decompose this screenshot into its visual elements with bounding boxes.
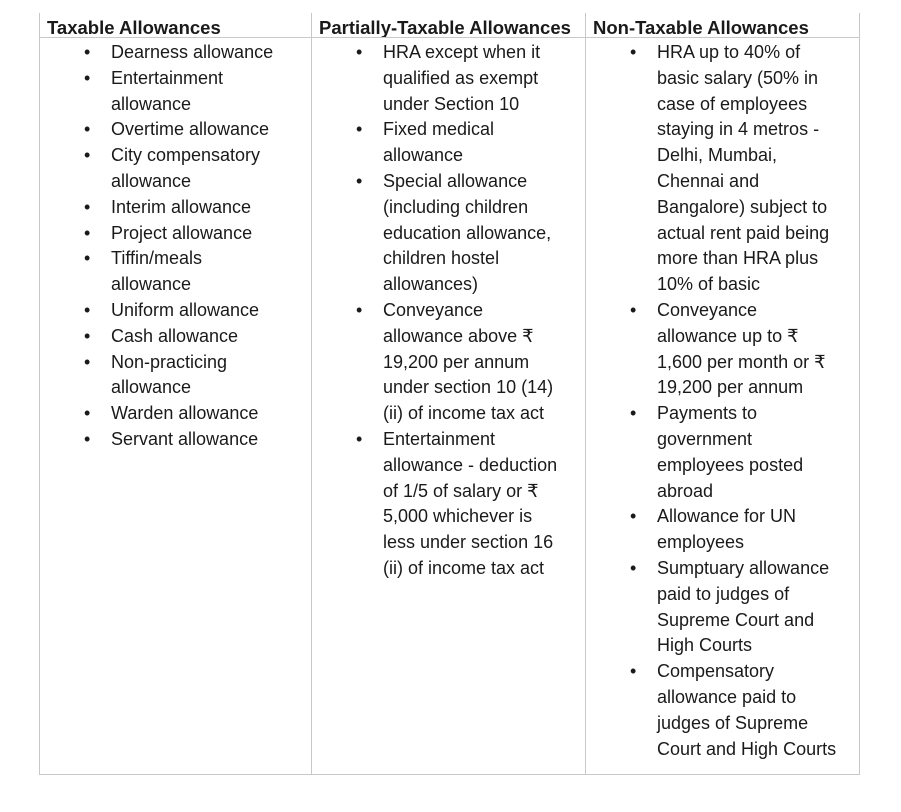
bullet-icon: • xyxy=(356,299,363,320)
bullet-icon: • xyxy=(356,119,363,140)
list-item-text: Non-practicing allowance xyxy=(111,351,228,398)
column-header-non-taxable: Non-Taxable Allowances xyxy=(586,13,859,38)
bullet-icon: • xyxy=(84,299,91,320)
list-item-text: Special allowance (including children education allowance, children hostel allowances) xyxy=(383,170,552,295)
list-item-text: Dearness allowance xyxy=(111,42,274,62)
list-item xyxy=(40,195,311,221)
bullet-icon: • xyxy=(84,351,91,372)
bullet-icon: • xyxy=(84,119,91,140)
list-item-text: HRA except when it qualified as exempt under Section 10 xyxy=(383,42,541,114)
list-item-text: Overtime allowance xyxy=(111,119,270,140)
list-item-text: Tiffin/meals allowance xyxy=(111,248,203,295)
list-item-text: Conveyance allowance up to ₹ 1,600 per month or ₹ 19,200 per annum xyxy=(657,299,826,398)
list-item xyxy=(586,504,859,556)
list-item xyxy=(40,350,311,402)
list-item xyxy=(586,659,859,762)
list-item-text: Payments to government employees posted abroad xyxy=(657,403,804,501)
list-item xyxy=(586,401,859,504)
list-item-text: Compensatory allowance paid to judges of Supreme Court and High Courts xyxy=(657,661,837,759)
list-item xyxy=(312,117,585,169)
list-item-text: Entertainment allowance - deduction of 1/5 of salary or ₹ 5,000 whichever is less under section 16 (ii) of income tax act xyxy=(383,428,558,578)
column-partially-taxable xyxy=(312,13,586,774)
list-item-text: City compensatory allowance xyxy=(111,145,261,191)
list-partially-taxable xyxy=(312,38,585,594)
bullet-icon: • xyxy=(84,222,91,243)
list-item-text: HRA up to 40% of basic salary (50% in case of employees staying in 4 metros - Delhi, Mumbai, Chennai and Bangalore) subject to actual rent paid being more than HRA plus 10% of basic xyxy=(657,42,830,295)
list-item-text: Project allowance xyxy=(111,222,253,243)
list-item-text: Fixed medical allowance xyxy=(383,119,495,166)
bullet-icon: • xyxy=(84,196,91,217)
list-item-text: Warden allowance xyxy=(111,403,259,424)
bullet-icon: • xyxy=(630,661,637,682)
list-item xyxy=(586,556,859,659)
column-taxable xyxy=(40,13,312,774)
list-item xyxy=(312,169,585,298)
column-non-taxable xyxy=(586,13,859,774)
bullet-icon: • xyxy=(356,42,363,62)
list-item-text: Servant allowance xyxy=(111,428,259,449)
list-item-text: Conveyance allowance above ₹ 19,200 per annum under section 10 (14) (ii) of income tax act xyxy=(383,299,554,424)
list-item xyxy=(312,40,585,117)
bullet-icon: • xyxy=(84,325,91,346)
column-header-partially-taxable: Partially-Taxable Allowances xyxy=(312,13,585,38)
list-item-text: Cash allowance xyxy=(111,325,239,346)
bullet-icon: • xyxy=(630,299,637,320)
list-item xyxy=(40,66,311,118)
list-item xyxy=(40,401,311,427)
bullet-icon: • xyxy=(356,170,363,191)
list-item xyxy=(40,246,311,298)
list-item xyxy=(312,427,585,582)
list-item xyxy=(40,143,311,195)
bullet-icon: • xyxy=(84,428,91,449)
list-taxable xyxy=(40,38,311,465)
column-header-taxable: Taxable Allowances xyxy=(40,13,311,38)
list-item xyxy=(312,298,585,427)
list-item-text: Uniform allowance xyxy=(111,299,260,320)
bullet-icon: • xyxy=(84,42,91,62)
list-item xyxy=(586,40,859,298)
list-non-taxable xyxy=(586,38,859,774)
list-item xyxy=(40,324,311,350)
bullet-icon: • xyxy=(84,67,91,88)
list-item xyxy=(40,117,311,143)
list-item xyxy=(40,221,311,247)
list-item-text: Interim allowance xyxy=(111,196,252,217)
list-item xyxy=(40,298,311,324)
list-item xyxy=(586,298,859,401)
bullet-icon: • xyxy=(630,403,637,424)
bullet-icon: • xyxy=(630,506,637,527)
list-item-text: Allowance for UN employees xyxy=(657,506,797,553)
bullet-icon: • xyxy=(84,145,91,166)
bullet-icon: • xyxy=(84,248,91,269)
list-item xyxy=(40,427,311,453)
bullet-icon: • xyxy=(630,42,637,62)
list-item xyxy=(40,40,311,66)
list-item-text: Sumptuary allowance paid to judges of Supreme Court and High Courts xyxy=(657,557,830,656)
bullet-icon: • xyxy=(84,403,91,424)
bullet-icon: • xyxy=(630,557,637,578)
allowances-table xyxy=(39,13,860,775)
list-item-text: Entertainment allowance xyxy=(111,67,224,114)
bullet-icon: • xyxy=(356,428,363,449)
